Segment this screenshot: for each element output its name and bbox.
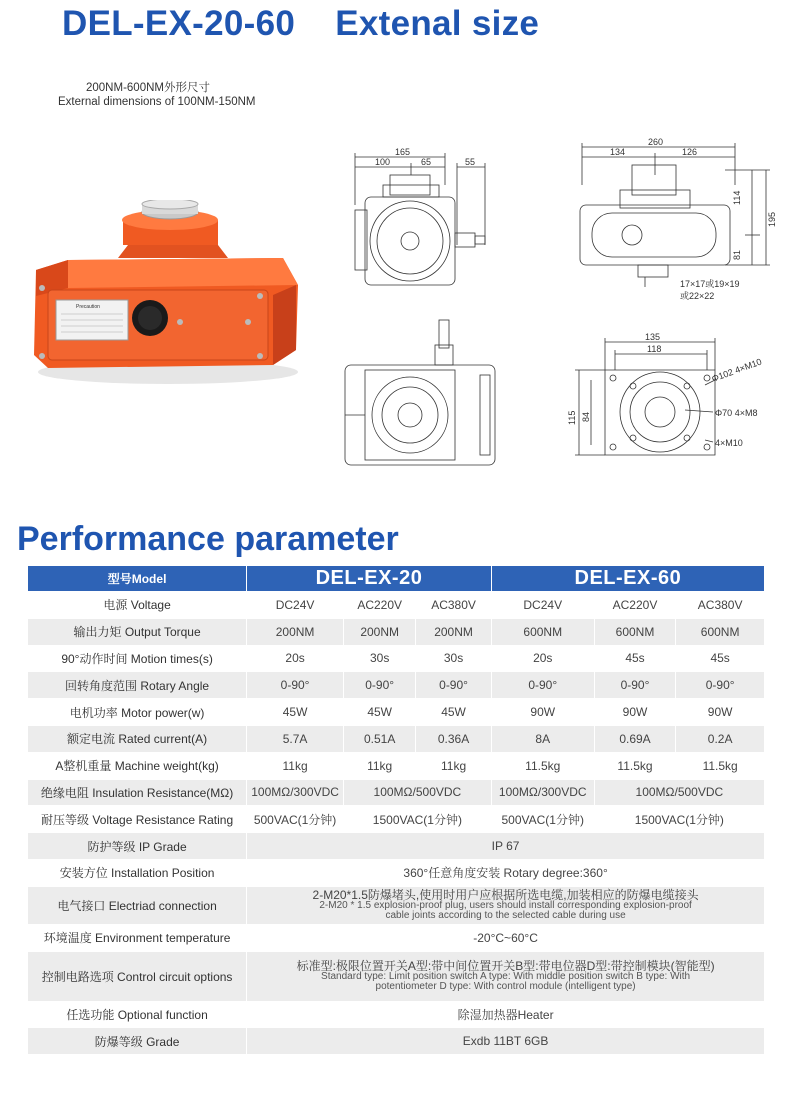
table-cell: 1500VAC(1分钟): [343, 806, 491, 833]
side-dim-h1: 114: [732, 190, 742, 205]
table-cell: 30s: [416, 645, 491, 672]
caption-en: External dimensions of 100NM-150NM: [58, 96, 256, 108]
front-dim-right: 55: [465, 157, 476, 167]
table-cell: [247, 951, 765, 1001]
table-cell: 30s: [343, 645, 415, 672]
row-label: 任选功能 Optional function: [28, 1001, 247, 1028]
table-row: [28, 779, 765, 806]
row-label: 90°动作时间 Motion times(s): [28, 645, 247, 672]
row-label: 耐压等级 Voltage Resistance Rating: [28, 806, 247, 833]
table-cell: 0.69A: [594, 725, 676, 752]
table-cell: 45W: [343, 699, 415, 726]
table-cell: 500VAC(1分钟): [491, 806, 594, 833]
flange-dim-h-outer: 115: [567, 410, 577, 425]
group-header-20: DEL-EX-20: [247, 566, 492, 592]
front-dim-left: 100: [375, 157, 391, 167]
flange-note-2: Φ70 4×M8: [715, 408, 758, 418]
row-label: 防爆等级 Grade: [28, 1028, 247, 1055]
side-view-drawing: [570, 135, 780, 310]
flange-drawing: [565, 330, 785, 480]
row-label: 绝缘电阻 Insulation Resistance(MΩ): [28, 779, 247, 806]
table-row: [28, 618, 765, 645]
table-cell: 0-90°: [491, 672, 594, 699]
row-label: 电源 Voltage: [28, 592, 247, 619]
front-view-drawing: [345, 145, 500, 300]
side-dim-right: 126: [682, 147, 698, 157]
side-dim-total: 260: [648, 137, 664, 147]
row-label: 环境温度 Environment temperature: [28, 924, 247, 951]
table-row: [28, 592, 765, 619]
row-label: 控制电路选项 Control circuit options: [28, 951, 247, 1001]
table-cell: AC220V: [594, 592, 676, 619]
table-cell: 0-90°: [416, 672, 491, 699]
table-row: [28, 1028, 765, 1055]
table-cell: 1500VAC(1分钟): [594, 806, 764, 833]
table-cell: 90W: [491, 699, 594, 726]
table-cell: 0-90°: [247, 672, 344, 699]
side-dim-h2: 81: [732, 249, 742, 260]
control-main: 标准型:极限位置开关A型:带中间位置开关B型:带电位器D型:带控制模块(智能型): [296, 959, 715, 974]
flange-note-3: 4×M10: [715, 438, 743, 448]
table-cell: IP 67: [247, 833, 765, 860]
table-cell: 600NM: [594, 618, 676, 645]
page-title: DEL-EX-20-60 Extenal size: [62, 4, 540, 43]
table-cell: 45s: [676, 645, 765, 672]
control-sub-2: potentiometer D type: With control module (intelligent type): [375, 981, 636, 993]
electrical-sub-1: 2-M20 * 1.5 explosion-proof plug, users should install corresponding explosion-proof: [319, 900, 692, 912]
table-cell: 360°任意角度安装 Rotary degree:360°: [247, 859, 765, 886]
table-cell: 100MΩ/300VDC: [247, 779, 344, 806]
section-title: Performance parameter: [17, 520, 399, 558]
row-label: A整机重量 Machine weight(kg): [28, 752, 247, 779]
table-row: [28, 1001, 765, 1028]
side-note-2: 或22×22: [680, 291, 715, 301]
flange-dim-h-inner: 84: [581, 411, 591, 422]
control-sub-1: Standard type: Limit position switch A type: With middle position switch B type: With: [321, 971, 691, 983]
table-cell: 90W: [676, 699, 765, 726]
group-header-60: DEL-EX-60: [491, 566, 764, 592]
table-cell: 200NM: [416, 618, 491, 645]
table-row: [28, 752, 765, 779]
table-row: [28, 806, 765, 833]
row-label: 防护等级 IP Grade: [28, 833, 247, 860]
table-cell: 100MΩ/500VDC: [594, 779, 764, 806]
table-cell: 11.5kg: [676, 752, 765, 779]
side-note-1: 17×17或19×19: [680, 279, 740, 289]
actuator-photo: [28, 200, 308, 390]
table-cell: DC24V: [247, 592, 344, 619]
row-label: 额定电流 Rated current(A): [28, 725, 247, 752]
row-label: 安装方位 Installation Position: [28, 859, 247, 886]
front-dim-mid: 65: [421, 157, 432, 167]
row-label: 回转角度范围 Rotary Angle: [28, 672, 247, 699]
row-label: 输出力矩 Output Torque: [28, 618, 247, 645]
table-cell: -20°C~60°C: [247, 924, 765, 951]
table-cell: 0.2A: [676, 725, 765, 752]
caption-cn: 200NM-600NM外形尺寸: [86, 82, 210, 94]
table-row: [28, 833, 765, 860]
table-cell: 11kg: [416, 752, 491, 779]
side-dim-h-total: 195: [767, 211, 777, 227]
table-cell: 600NM: [676, 618, 765, 645]
table-row: [28, 951, 765, 1001]
table-cell: [247, 886, 765, 924]
model-header: 型号Model: [28, 566, 247, 592]
dimensions-caption: [58, 81, 256, 109]
table-cell: 45s: [594, 645, 676, 672]
table-cell: 0.36A: [416, 725, 491, 752]
electrical-sub-2: cable joints according to the selected cable during use: [385, 910, 626, 922]
table-cell: 500VAC(1分钟): [247, 806, 344, 833]
table-cell: 600NM: [491, 618, 594, 645]
table-cell: Exdb 11BT 6GB: [247, 1028, 765, 1055]
table-cell: 0.51A: [343, 725, 415, 752]
table-cell: AC380V: [416, 592, 491, 619]
row-label: 电气接口 Electriad connection: [28, 886, 247, 924]
table-row: [28, 699, 765, 726]
table-row: [28, 672, 765, 699]
row-label: 电机功率 Motor power(w): [28, 699, 247, 726]
table-row: [28, 924, 765, 951]
table-cell: 0-90°: [676, 672, 765, 699]
table-header-row: [28, 566, 765, 592]
flange-dim-outer: 135: [645, 332, 661, 342]
table-cell: 除湿加热器Heater: [247, 1001, 765, 1028]
table-cell: 90W: [594, 699, 676, 726]
side-dim-left: 134: [610, 147, 626, 157]
table-cell: 200NM: [247, 618, 344, 645]
table-cell: AC220V: [343, 592, 415, 619]
table-cell: 20s: [491, 645, 594, 672]
table-cell: 100MΩ/300VDC: [491, 779, 594, 806]
table-cell: 11kg: [247, 752, 344, 779]
table-cell: AC380V: [676, 592, 765, 619]
table-cell: 5.7A: [247, 725, 344, 752]
table-cell: 0-90°: [594, 672, 676, 699]
table-cell: 100MΩ/500VDC: [343, 779, 491, 806]
table-cell: 45W: [247, 699, 344, 726]
table-cell: DC24V: [491, 592, 594, 619]
table-cell: 11.5kg: [491, 752, 594, 779]
flange-dim-inner: 118: [647, 344, 662, 354]
table-row: [28, 859, 765, 886]
table-cell: 8A: [491, 725, 594, 752]
performance-table: [27, 565, 765, 1055]
table-cell: 20s: [247, 645, 344, 672]
table-cell: 11.5kg: [594, 752, 676, 779]
front-dim-total: 165: [395, 147, 411, 157]
table-row: [28, 645, 765, 672]
table-cell: 45W: [416, 699, 491, 726]
plate-label: Precaution: [76, 304, 100, 310]
table-cell: 200NM: [343, 618, 415, 645]
bottom-view-drawing: [335, 315, 500, 480]
table-cell: 0-90°: [343, 672, 415, 699]
table-row: [28, 725, 765, 752]
electrical-main: 2-M20*1.5防爆堵头,使用时用户应根据所选电缆,加装相应的防爆电缆接头: [312, 888, 699, 903]
table-row: [28, 886, 765, 924]
flange-note-1: Φ102 4×M10: [710, 356, 763, 384]
table-cell: 11kg: [343, 752, 415, 779]
